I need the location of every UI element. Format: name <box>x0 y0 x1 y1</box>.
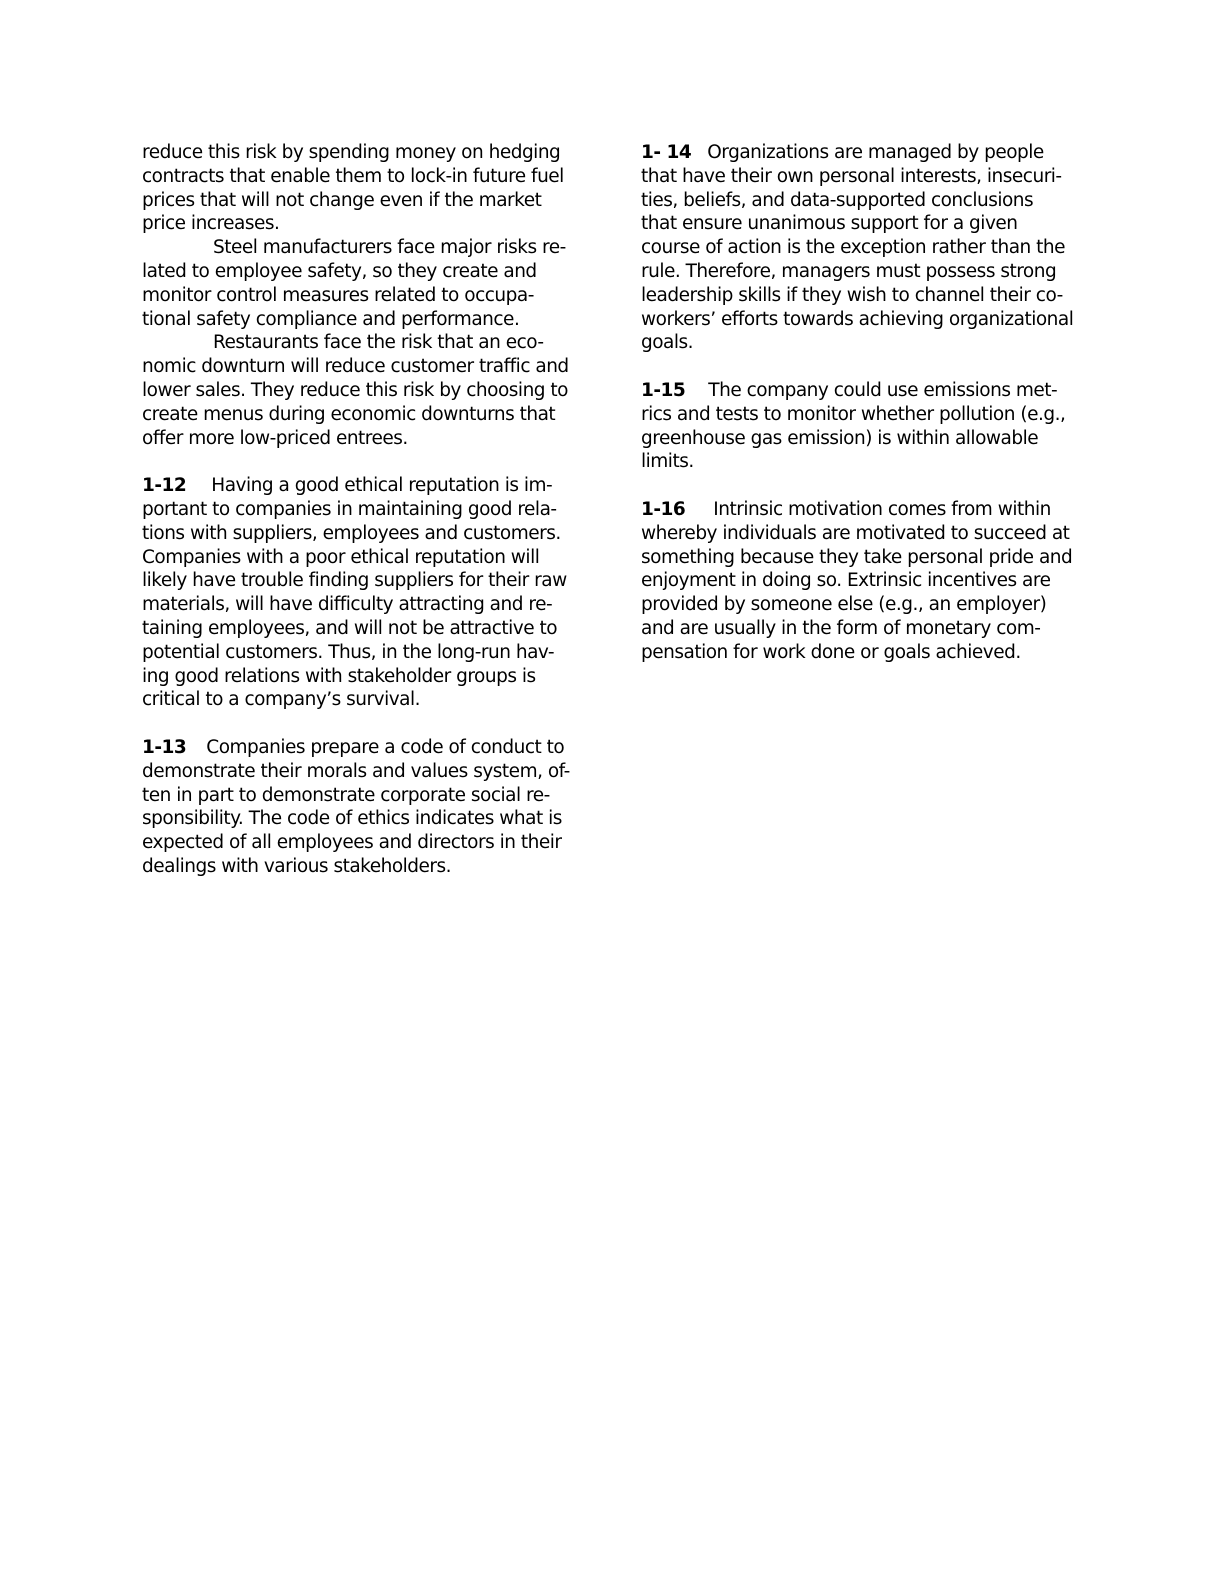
answer-number: 1-12 <box>142 475 187 497</box>
text-line: expected of all employees and directors in their <box>142 832 562 854</box>
text-line: ties, beliefs, and data-supported conclusions <box>641 189 1034 211</box>
text-line: something because they take personal pride and <box>641 546 1073 568</box>
answer-number: 1-15 <box>641 379 686 401</box>
text-line: critical to a company’s survival. <box>142 689 421 711</box>
text-line: taining employees, and will not be attractive to <box>142 617 558 639</box>
text-line: Restaurants face the risk that an eco- <box>213 332 544 354</box>
text-line: whereby individuals are motivated to succeed at <box>641 522 1070 544</box>
text-line: offer more low-priced entrees. <box>142 427 408 449</box>
text-line <box>641 141 1073 165</box>
text-line: tions with suppliers, employees and customers. <box>142 522 561 544</box>
answer-text: Having a good ethical reputation is im- <box>211 475 553 497</box>
answer-text: Companies prepare a code of conduct to <box>206 736 565 758</box>
text-line: demonstrate their morals and values system, of- <box>142 760 570 782</box>
text-line: enjoyment in doing so. Extrinsic incentives are <box>641 570 1051 592</box>
restaurant-paragraph <box>142 331 574 450</box>
text-line: ten in part to demonstrate corporate social re- <box>142 784 550 806</box>
text-line: Companies with a poor ethical reputation will <box>142 546 540 568</box>
text-line <box>641 498 1073 522</box>
text-line: greenhouse gas emission) is within allowable <box>641 427 1039 449</box>
text-line: prices that will not change even if the market <box>142 189 542 211</box>
text-line: workers’ efforts towards achieving organizational <box>641 308 1074 330</box>
fuel-hedging-paragraph <box>142 141 574 236</box>
text-line: goals. <box>641 332 694 354</box>
answer-number: 1-16 <box>641 498 686 520</box>
text-line: rule. Therefore, managers must possess strong <box>641 260 1057 282</box>
text-line: pensation for work done or goals achieved. <box>641 641 1021 663</box>
text-line: rics and tests to monitor whether pollution (e.g., <box>641 403 1066 425</box>
text-line: Steel manufacturers face major risks re- <box>213 237 566 259</box>
answer-1-16 <box>641 498 1073 665</box>
text-line: dealings with various stakeholders. <box>142 855 452 877</box>
text-line: and are usually in the form of monetary com- <box>641 617 1041 639</box>
text-line <box>641 379 1073 403</box>
left-column <box>142 141 574 879</box>
answer-1-13 <box>142 736 574 879</box>
text-line: nomic downturn will reduce customer traffic and <box>142 356 569 378</box>
text-line: reduce this risk by spending money on hedging <box>142 142 561 163</box>
answer-text: Intrinsic motivation comes from within <box>713 498 1051 520</box>
text-line: lower sales. They reduce this risk by choosing to <box>142 379 568 401</box>
paragraph-gap <box>142 450 574 474</box>
text-line: contracts that enable them to lock-in future fuel <box>142 165 564 187</box>
text-line: tional safety compliance and performance. <box>142 308 520 330</box>
text-line: likely have trouble finding suppliers for their raw <box>142 570 567 592</box>
text-line: create menus during economic downturns that <box>142 403 556 425</box>
text-line <box>142 736 574 760</box>
text-line: portant to companies in maintaining good rela- <box>142 498 557 520</box>
text-line: ing good relations with stakeholder groups is <box>142 665 536 687</box>
text-line: provided by someone else (e.g., an employer) <box>641 594 1047 616</box>
text-line: course of action is the exception rather than the <box>641 237 1066 259</box>
answer-number: 1- 14 <box>641 142 692 163</box>
text-line: sponsibility. The code of ethics indicates what is <box>142 808 562 830</box>
text-line: monitor control measures related to occupa- <box>142 284 534 306</box>
answer-text: The company could use emissions met- <box>708 379 1058 401</box>
paragraph-gap <box>641 474 1073 498</box>
text-line: potential customers. Thus, in the long-run hav- <box>142 641 555 663</box>
steel-paragraph <box>142 236 574 331</box>
text-line: lated to employee safety, so they create and <box>142 260 537 282</box>
answer-1-14 <box>641 141 1073 355</box>
text-line <box>142 474 574 498</box>
answer-1-12 <box>142 474 574 712</box>
paragraph-gap <box>142 712 574 736</box>
text-line: leadership skills if they wish to channel their co- <box>641 284 1063 306</box>
answer-number: 1-13 <box>142 736 187 758</box>
text-line: materials, will have difficulty attracting and re- <box>142 594 553 616</box>
right-column <box>641 141 1073 665</box>
text-line: price increases. <box>142 213 280 235</box>
answer-text: Organizations are managed by people <box>707 142 1044 163</box>
text-line: limits. <box>641 451 694 473</box>
answer-1-15 <box>641 379 1073 474</box>
paragraph-gap <box>641 355 1073 379</box>
text-line: that ensure unanimous support for a given <box>641 213 1018 235</box>
text-line: that have their own personal interests, insecuri- <box>641 165 1062 187</box>
